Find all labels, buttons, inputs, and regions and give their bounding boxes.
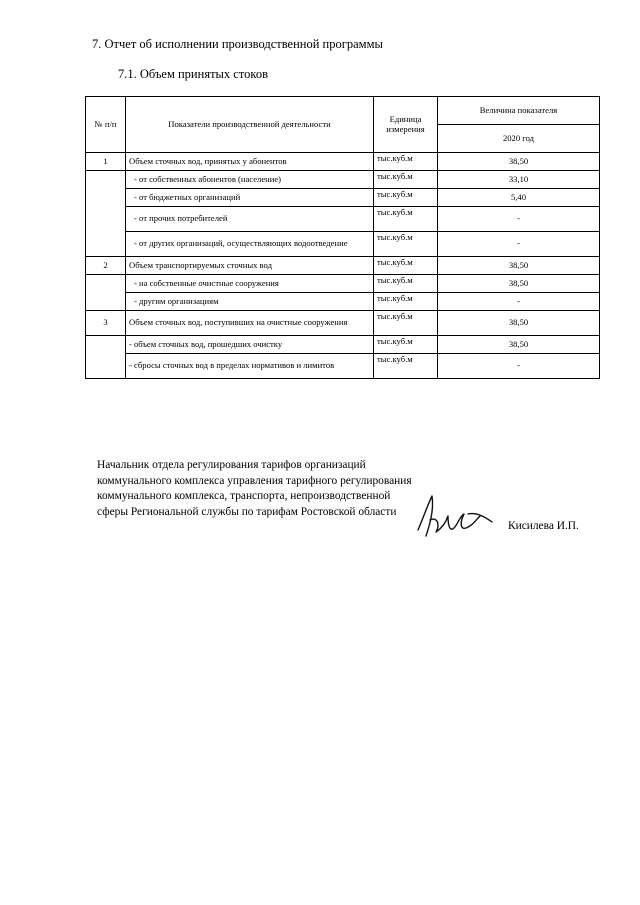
row-indicator: Объем транспортируемых сточных вод: [126, 257, 374, 275]
row-value: 38,50: [438, 336, 600, 354]
wastewater-volume-table: [85, 96, 600, 379]
row-unit: тыс.куб.м: [374, 336, 438, 354]
header-value-group: Величина показателя: [438, 97, 600, 125]
row-unit: тыс.куб.м: [374, 189, 438, 207]
row-unit: тыс.куб.м: [374, 232, 438, 257]
handwritten-signature: [410, 486, 500, 546]
row-num: [86, 171, 126, 257]
row-value: 38,50: [438, 153, 600, 171]
row-unit: тыс.куб.м: [374, 293, 438, 311]
row-indicator: - сбросы сточных вод в пределах нормативов и лимитов: [126, 354, 374, 379]
table-row: [86, 354, 600, 379]
row-unit: тыс.куб.м: [374, 275, 438, 293]
row-value: 38,50: [438, 257, 600, 275]
table-row: [86, 311, 600, 336]
row-value: 5,40: [438, 189, 600, 207]
row-indicator: - объем сточных вод, прошедших очистку: [126, 336, 374, 354]
row-unit: тыс.куб.м: [374, 311, 438, 336]
table-row: [86, 336, 600, 354]
row-indicator: Объем сточных вод, поступивших на очистные сооружения: [126, 311, 374, 336]
row-num: 1: [86, 153, 126, 171]
row-value: -: [438, 232, 600, 257]
row-indicator: - на собственные очистные сооружения: [126, 275, 374, 293]
row-unit: тыс.куб.м: [374, 207, 438, 232]
row-indicator: - от прочих потребителей: [126, 207, 374, 232]
row-value: -: [438, 354, 600, 379]
table-row: [86, 257, 600, 275]
section-heading: 7. Отчет об исполнении производственной программы: [92, 37, 383, 51]
row-indicator: - другим организациям: [126, 293, 374, 311]
row-value: 33,10: [438, 171, 600, 189]
table-row: [86, 153, 600, 171]
table-row: [86, 275, 600, 293]
row-value: -: [438, 293, 600, 311]
table-header-row: [86, 97, 600, 125]
header-indicator: Показатели производственной деятельности: [126, 97, 374, 153]
subsection-heading: 7.1. Объем принятых стоков: [118, 67, 268, 81]
row-num: [86, 275, 126, 311]
header-unit: Единица измерения: [374, 97, 438, 153]
row-indicator: Объем сточных вод, принятых у абонентов: [126, 153, 374, 171]
row-unit: тыс.куб.м: [374, 257, 438, 275]
header-year: 2020 год: [438, 125, 600, 153]
signatory-name: Кисилева И.П.: [508, 520, 579, 532]
row-value: 38,50: [438, 275, 600, 293]
table-row: [86, 293, 600, 311]
row-value: -: [438, 207, 600, 232]
row-num: 3: [86, 311, 126, 336]
row-num: 2: [86, 257, 126, 275]
row-unit: тыс.куб.м: [374, 354, 438, 379]
row-indicator: - от бюджетных организаций: [126, 189, 374, 207]
row-unit: тыс.куб.м: [374, 153, 438, 171]
row-value: 38,50: [438, 311, 600, 336]
signatory-position: Начальник отдела регулирования тарифов организаций коммунального комплекса управления тарифного регулирования коммунального комплекса, транспорта, непроизводственной сферы Региональной службы по тарифам Ростовской области: [97, 459, 412, 518]
table-row: [86, 232, 600, 257]
table-row: [86, 189, 600, 207]
row-indicator: - от собственных абонентов (население): [126, 171, 374, 189]
table-row: [86, 207, 600, 232]
row-unit: тыс.куб.м: [374, 171, 438, 189]
row-num: [86, 336, 126, 379]
table-row: [86, 171, 600, 189]
header-num: № п/п: [86, 97, 126, 153]
row-indicator: - от других организаций, осуществляющих водоотведение: [126, 232, 374, 257]
